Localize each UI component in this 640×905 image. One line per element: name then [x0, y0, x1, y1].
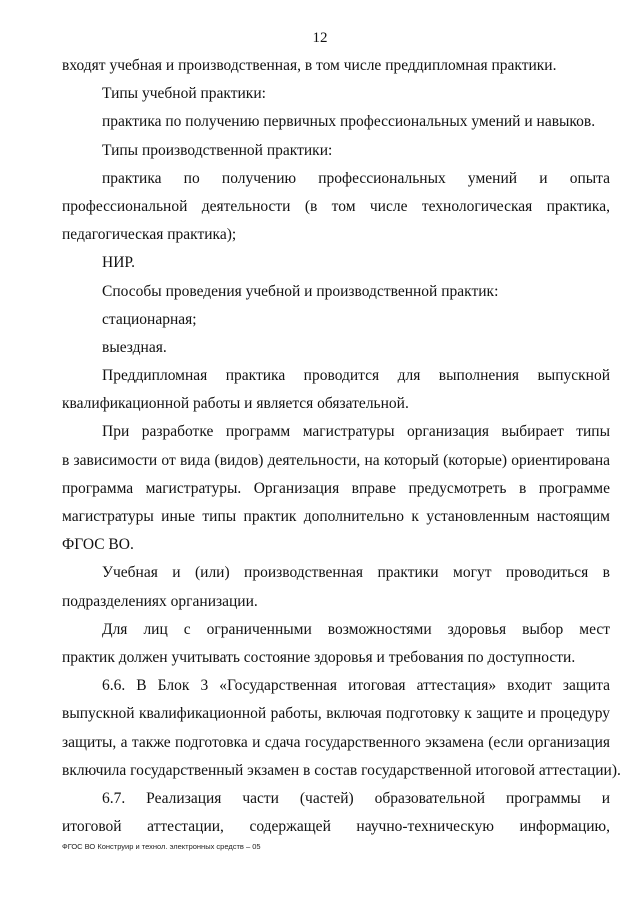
text-line: защиты, а также подготовка и сдача государственного экзамена (если организация — [62, 733, 610, 751]
document-body — [62, 52, 621, 841]
text-line: Учебная и (или) производственная практики могут проводиться в — [102, 564, 610, 582]
text-line: 6.6. В Блок 3 «Государственная итоговая аттестация» входит защита — [102, 677, 610, 695]
text-line: Типы производственной практики: — [102, 141, 333, 159]
text-line: 6.7. Реализация части (частей) образовательной программы и — [102, 789, 610, 807]
text-line: итоговой аттестации, содержащей научно-техническую информацию, — [62, 818, 610, 836]
text-line: практик должен учитывать состояние здоровья и требования по доступности. — [62, 648, 576, 666]
text-line: профессиональной деятельности (в том числе технологическая практика, — [62, 197, 610, 215]
page-footer: ФГОС ВО Конструир и технол. электронных средств – 05 — [62, 842, 261, 851]
text-line: стационарная; — [102, 310, 197, 328]
text-line: выездная. — [102, 338, 167, 356]
text-line: включила государственный экзамен в состав государственной итоговой аттестации). — [62, 761, 621, 779]
text-line: ФГОС ВО. — [62, 536, 134, 554]
text-line: магистратуры иные типы практик дополнительно к установленным настоящим — [62, 508, 610, 525]
text-line: практика по получению профессиональных умений и опыта — [102, 169, 610, 187]
text-line: Для лиц с ограниченными возможностями здоровья выбор мест — [102, 620, 610, 638]
text-line: программа магистратуры. Организация вправе предусмотреть в программе — [62, 479, 610, 497]
text-line: педагогическая практика); — [62, 226, 237, 244]
text-line: входят учебная и производственная, в том числе преддипломная практики. — [62, 57, 557, 74]
text-line: практика по получению первичных профессиональных умений и навыков. — [102, 113, 596, 131]
text-line: подразделениях организации. — [62, 592, 258, 610]
text-line: квалификационной работы и является обязательной. — [62, 395, 409, 413]
text-line: в зависимости от вида (видов) деятельности, на который (которые) ориентирована — [62, 451, 610, 469]
text-line: Преддипломная практика проводится для выполнения выпускной — [102, 367, 610, 385]
text-line: выпускной квалификационной работы, включая подготовку к защите и процедуру — [62, 705, 610, 723]
text-line: НИР. — [102, 254, 135, 272]
text-line: При разработке программ магистратуры организация выбирает типы — [102, 423, 610, 441]
page-number: 12 — [312, 30, 328, 46]
text-line: Типы учебной практики: — [102, 85, 266, 103]
text-line: Способы проведения учебной и производственной практик: — [102, 282, 499, 300]
